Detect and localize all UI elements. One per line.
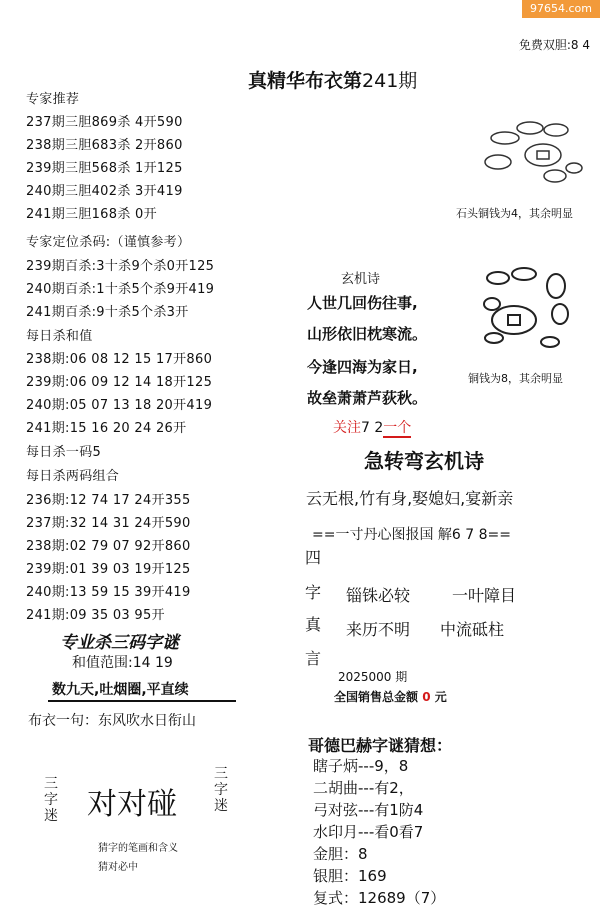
expert-row: 238期三胆683杀 2开860 [26,138,183,153]
proverb: 锱铢必较 [346,586,411,605]
position-row: 239期百杀:3十杀9个杀0开125 [26,259,215,274]
proverb: 中流砥柱 [440,620,505,639]
guess-row: 水印月---看0看7 [313,823,424,841]
period-label: 2025000 期 [338,670,408,684]
four-char-label: 言 [305,649,322,668]
four-char-label: 四 [305,548,322,567]
sum-row: 238期:06 08 12 15 17开860 [26,352,213,367]
expert-row: 239期三胆568杀 1开125 [26,161,183,176]
pair-row: 239期:01 39 03 19开125 [26,562,191,577]
pair-row: 241期:09 35 03 95开 [26,608,165,623]
four-char-label: 字 [305,583,322,602]
site-brand[interactable]: 97654.com [522,0,600,18]
proverb: 一叶障目 [452,586,517,605]
poem-line: 山形依旧枕寒流。 [307,325,428,343]
main-riddle-word: 对对碰 [87,787,177,822]
hint-win: 猜对必中 [98,862,138,873]
proverb: 来历不明 [346,620,411,639]
sum-heading: 每日杀和值 [26,329,93,344]
position-heading: 专家定位杀码:（谨慎参考） [26,235,191,250]
three-char-riddle-left: 三字迷 [44,776,58,824]
page-title: 真精华布衣第241期 [248,70,418,92]
guess-row: 银胆：169 [313,867,387,885]
guess-row: 金胆：8 [313,845,368,863]
poem-line: 故垒萧萧芦荻秋。 [307,389,428,407]
expert-heading: 专家推荐 [26,92,80,107]
sum-row: 239期:06 09 12 14 18开125 [26,375,213,390]
issue-number: 241期 [362,70,418,92]
guess-row: 弓对弦---有1防4 [313,801,424,819]
stone-coin-illustration [470,110,585,192]
expert-row: 237期三胆869杀 4开590 [26,115,183,130]
guess-row: 二胡曲---有2， [313,779,414,797]
sum-row: 241期:15 16 20 24 26开 [26,421,187,436]
turn-title: 急转弯玄机诗 [364,449,484,473]
guess-row: 复式：12689（7） [313,889,446,907]
goldbach-title: 哥德巴赫字谜猜想： [308,736,453,755]
hint-stroke: 猜字的笔画和含义 [98,843,178,854]
coin-note-8: 铜钱为8，其余明显 [468,372,563,385]
position-row: 241期百杀:9十杀5个杀3开 [26,305,189,320]
verse-underline [48,700,236,702]
pair-row: 238期:02 79 07 92开860 [26,539,191,554]
buyi-line: 布衣一句：东风吹水日衔山 [28,713,196,729]
free-double-pick: 免费双胆:8 4 [518,38,590,52]
sum-range: 和值范围:14 19 [72,655,173,671]
dan-heart-line: ==一寸丹心图报国 解6 7 8== [312,527,511,543]
poem-line: 人世几回伤往事, [307,294,418,312]
expert-row: 240期三胆402杀 3开419 [26,184,183,199]
turn-riddle: 云无根,竹有身,娶媳妇,宴新亲 [306,489,514,508]
pair-heading: 每日杀两码组合 [26,469,120,484]
expert-row: 241期三胆168杀 0开 [26,207,157,222]
riddle3-title: 专业杀三码字谜 [60,633,179,653]
sales-total: 全国销售总金额 0 元 [334,690,447,704]
poem-line: 今逢四海为家日, [307,358,418,376]
coin-note-4: 石头铜钱为4，其余明显 [456,207,573,220]
guess-row: 瞎子炳---9，8 [313,757,409,775]
kill-one-code: 每日杀一码5 [26,445,102,460]
focus-line: 关注7 2一个 [333,420,412,436]
pair-row: 237期:32 14 31 24开590 [26,516,191,531]
verse-line: 数九天,吐烟圈,平直续 [52,682,189,698]
position-row: 240期百杀:1十杀5个杀9开419 [26,282,215,297]
four-char-label: 真 [305,615,322,634]
three-char-riddle-right: 三字迷 [214,766,228,814]
poem-title: 玄机诗 [341,272,381,287]
pair-row: 236期:12 74 17 24开355 [26,493,191,508]
sum-row: 240期:05 07 13 18 20开419 [26,398,213,413]
copper-coin-illustration [478,262,578,360]
pair-row: 240期:13 59 15 39开419 [26,585,191,600]
